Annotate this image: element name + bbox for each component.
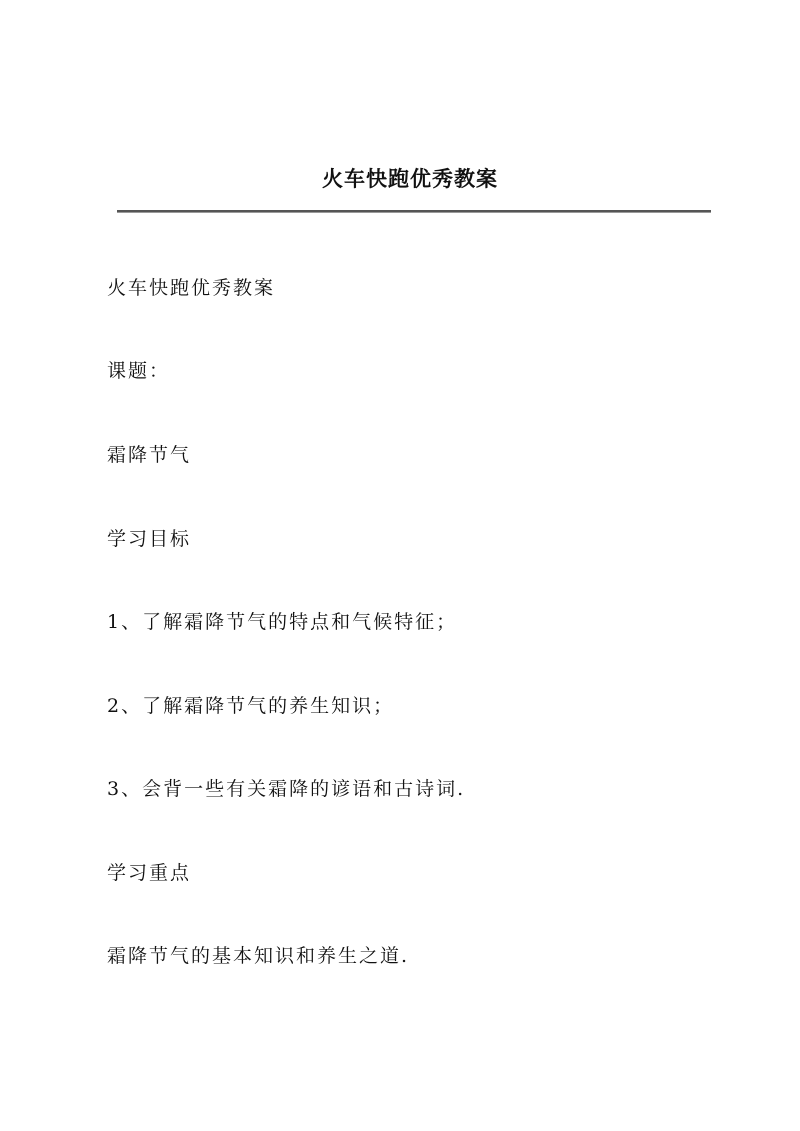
key-points-heading: 学习重点 bbox=[107, 862, 192, 884]
objective-item: 1、了解霜降节气的特点和气候特征； bbox=[107, 611, 458, 633]
title-divider bbox=[117, 210, 711, 213]
objectives-heading: 学习目标 bbox=[107, 528, 192, 550]
topic-text: 霜降节气 bbox=[107, 444, 192, 466]
document-title: 火车快跑优秀教案 bbox=[322, 166, 498, 191]
objective-item: 2、了解霜降节气的养生知识； bbox=[107, 695, 395, 717]
objective-item: 3、会背一些有关霜降的谚语和古诗词. bbox=[107, 778, 466, 800]
topic-label: 课题： bbox=[107, 360, 171, 382]
key-points-text: 霜降节气的基本知识和养生之道. bbox=[107, 945, 410, 967]
body-heading: 火车快跑优秀教案 bbox=[107, 277, 276, 299]
